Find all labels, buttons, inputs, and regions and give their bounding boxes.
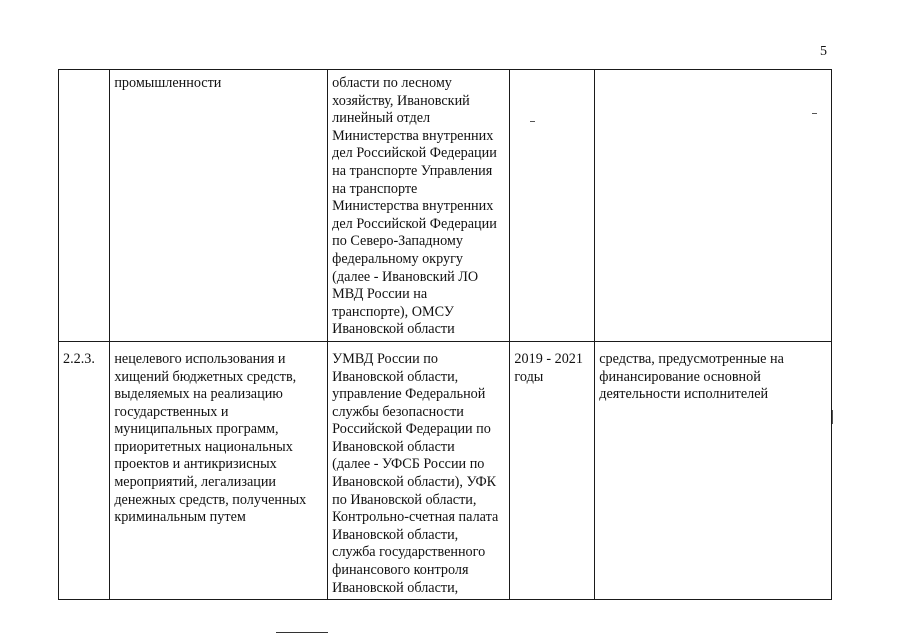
footer-rule (276, 632, 328, 633)
executors-line: дел Российской Федерации (332, 145, 497, 162)
executors-line: на транспорте Управления (332, 162, 493, 179)
executors-line: по Ивановской области, (332, 491, 477, 508)
executors-line: финансового контроля (332, 562, 469, 579)
funding-line: деятельности исполнителей (599, 386, 769, 403)
subject-line: проектов и антикризисных (114, 456, 277, 473)
funding-cell (595, 70, 832, 342)
subject-line: нецелевого использования и (114, 350, 286, 367)
executors-line: линейный отдел (332, 110, 431, 127)
executors-line: Министерства внутренних (332, 127, 494, 144)
executors-cell (328, 70, 510, 342)
scan-speck (812, 113, 817, 114)
subject-line: денежных средств, полученных (114, 491, 307, 508)
executors-line: управление Федеральной (332, 386, 486, 403)
funding-line: финансирование основной (599, 368, 761, 385)
funding-cell (595, 341, 832, 599)
subject-cell (110, 341, 328, 599)
table-row (59, 341, 832, 599)
executors-line: (далее - УФСБ России по (332, 456, 485, 473)
subject-line: хищений бюджетных средств, (114, 368, 297, 385)
subject-line: государственных и (114, 403, 229, 420)
row-number: 2.2.3. (63, 350, 95, 367)
measures-table (58, 69, 832, 600)
executors-line: Ивановской области), УФК (332, 474, 497, 491)
executors-line: Ивановской области, (332, 579, 459, 596)
executors-line: Ивановской области (332, 321, 455, 338)
subject-line: мероприятий, легализации (114, 474, 277, 491)
executors-line: федеральному округу (332, 250, 463, 267)
executors-line: дел Российской Федерации (332, 215, 497, 232)
executors-cell (328, 341, 510, 599)
subject-line: выделяемых на реализацию (114, 386, 283, 403)
executors-line: области по лесному (332, 75, 452, 91)
scan-speck (832, 410, 833, 424)
executors-line: на транспорте (332, 180, 418, 197)
executors-line: Ивановской области, (332, 526, 459, 543)
executors-line: Контрольно-счетная палата (332, 509, 499, 526)
subject-line: криминальным путем (114, 509, 246, 526)
row-number-cell (59, 341, 110, 599)
executors-line: по Северо-Западному (332, 233, 463, 250)
subject-line: приоритетных национальных (114, 438, 293, 455)
table-row (59, 70, 832, 342)
subject-cell (110, 70, 328, 342)
executors-line: служба государственного (332, 544, 486, 561)
executors-line: Ивановской области (332, 438, 455, 455)
term-cell (510, 70, 595, 342)
subject-line: промышленности (114, 75, 222, 91)
scan-speck (530, 121, 535, 122)
funding-line: средства, предусмотренные на (599, 350, 784, 367)
executors-line: хозяйству, Ивановский (332, 92, 470, 109)
executors-line: Ивановской области, (332, 368, 459, 385)
page-number: 5 (820, 44, 827, 59)
executors-line: транспорте), ОМСУ (332, 303, 454, 320)
executors-line: Министерства внутренних (332, 198, 494, 215)
term-line: 2019 - 2021 (514, 350, 583, 367)
term-cell (510, 341, 595, 599)
term-line: годы (514, 368, 544, 385)
row-number-cell (59, 70, 110, 342)
executors-line: службы безопасности (332, 403, 464, 420)
executors-line: МВД России на (332, 286, 428, 303)
executors-line: (далее - Ивановский ЛО (332, 268, 479, 285)
executors-line: УМВД России по (332, 350, 438, 367)
executors-line: Российской Федерации по (332, 421, 491, 438)
subject-line: муниципальных программ, (114, 421, 279, 438)
